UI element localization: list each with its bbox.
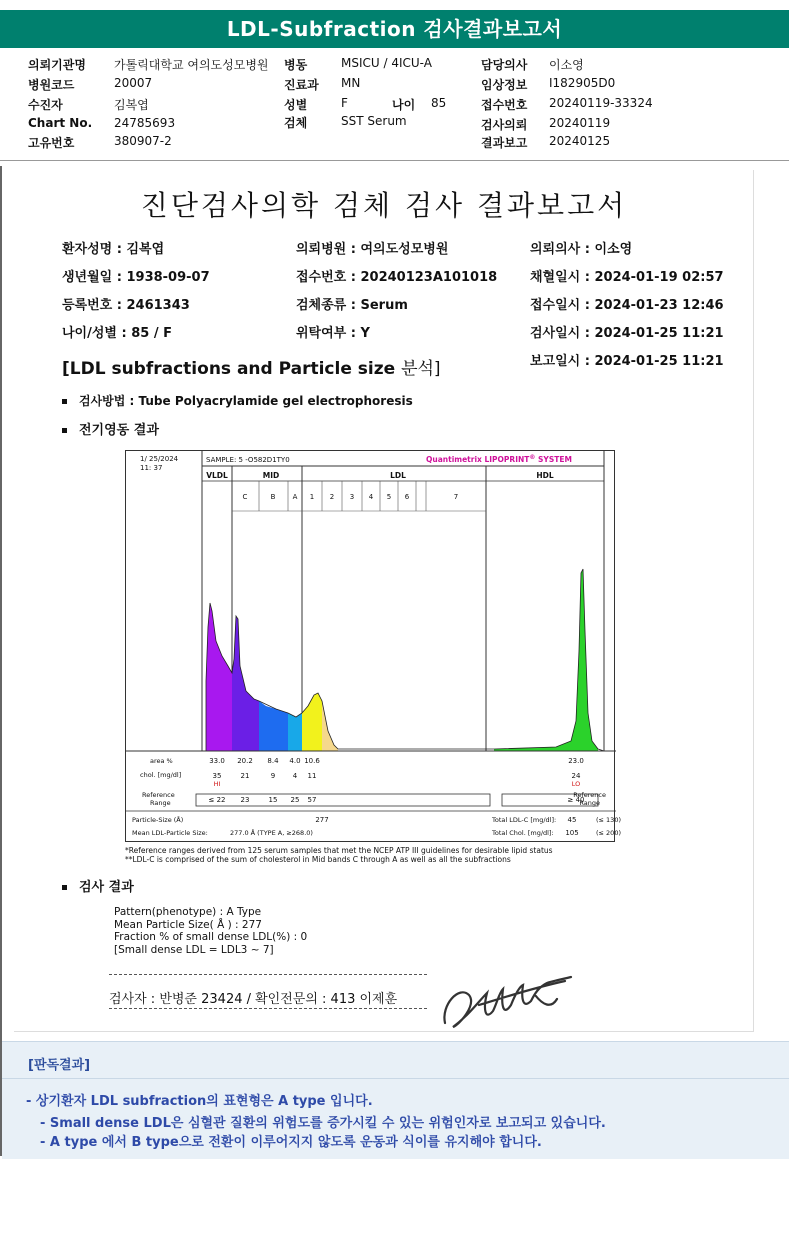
electro-title: 전기영동 결과 xyxy=(79,423,159,438)
section-title-kr: 분석] xyxy=(401,359,441,379)
result-text xyxy=(114,906,307,956)
clinical-value: I182905D0 xyxy=(549,76,616,90)
collect-time: 채혈일시 : 2024-01-19 02:57 xyxy=(530,270,724,285)
judgement-title: [판독결과] xyxy=(28,1058,91,1073)
age-sex: 나이/성별 : 85 / F xyxy=(62,326,173,341)
chart-no-label: Chart No. xyxy=(28,116,93,130)
total-chol-ref: (≤ 200) xyxy=(596,829,621,837)
area-value-hdl: 23.0 xyxy=(568,757,584,765)
report-time: 보고일시 : 2024-01-25 11:21 xyxy=(530,354,724,369)
doctor-label: 담당의사 xyxy=(481,58,528,72)
judgement-line-1: - 상기환자 LDL subfraction의 표현형은 A type 입니다. xyxy=(26,1094,373,1109)
curve-ldl1 xyxy=(302,693,322,751)
test-time: 검사일시 : 2024-01-25 11:21 xyxy=(530,326,724,341)
dept-label: 진료과 xyxy=(284,78,319,92)
doctor-value: 이소영 xyxy=(549,58,584,72)
footnote-2: **LDL-C is comprised of the sum of cholesterol in Mid bands C through A as well as all the subfractions xyxy=(125,855,511,864)
dashed-divider xyxy=(109,1008,427,1009)
band-label-3: 3 xyxy=(349,493,355,501)
document-title: 진단검사의학 검체 검사 결과보고서 xyxy=(140,189,628,222)
ref-value-ldl1: 57 xyxy=(307,796,317,804)
examinee-value: 김복엽 xyxy=(114,98,149,112)
examinee-label: 수진자 xyxy=(28,98,63,112)
section-title-en: [LDL subfractions and Particle size xyxy=(62,359,396,379)
result-title: 검사 결과 xyxy=(79,880,134,895)
unique-no-value: 380907-2 xyxy=(114,134,172,148)
sex-value: F xyxy=(341,96,348,110)
flag-hdl: LO xyxy=(571,780,581,788)
band-label-B: B xyxy=(270,493,276,501)
judgement-line-2: - Small dense LDL은 심혈관 질환의 위험도를 증가시킬 수 있는 위험인자로 보고되고 있습니다. xyxy=(40,1116,606,1131)
age-label: 나이 xyxy=(392,98,416,112)
birth-date: 생년월일 : 1938-09-07 xyxy=(62,270,210,285)
report-title: LDL-Subfraction 검사결과보고서 xyxy=(0,10,789,48)
group-label-vldl: VLDL xyxy=(206,471,228,480)
ref-value-mid-c: 23 xyxy=(240,796,250,804)
row-label-area: area % xyxy=(150,757,173,765)
chol-value-vldl: 35 xyxy=(212,772,222,780)
judgement-panel xyxy=(2,1041,789,1159)
electro-title-line xyxy=(62,419,159,438)
flag-vldl: HI xyxy=(213,780,221,788)
chart-sample-id: SAMPLE: 5 -O582D1TY0 xyxy=(206,456,290,464)
band-label-2: 2 xyxy=(329,493,335,501)
label-total-chol: Total Chol. [mg/dl]: xyxy=(492,829,554,837)
request-value: 20240119 xyxy=(549,116,611,130)
ref-value-mid-b: 15 xyxy=(268,796,278,804)
band-label-5: 5 xyxy=(386,493,392,501)
result-line-pattern: Pattern(phenotype) : A Type xyxy=(114,906,262,918)
chart-svg xyxy=(126,451,621,843)
report-date-value: 20240125 xyxy=(549,134,611,148)
chol-value-mid-b: 9 xyxy=(270,772,276,780)
patient-name: 환자성명 : 김복엽 xyxy=(62,242,165,257)
particle-size-value: 277 xyxy=(315,816,329,824)
band-label-7: 7 xyxy=(453,493,459,501)
chart-date: 1/ 25/2024 xyxy=(140,455,179,463)
curve-mid-a xyxy=(288,713,302,751)
receipt-value: 20240119-33324 xyxy=(549,96,653,110)
curve-hdl xyxy=(494,569,598,751)
footnote xyxy=(125,846,553,864)
curve-mid-c xyxy=(232,616,259,751)
chart-no-value: 24785693 xyxy=(114,116,176,130)
result-title-line xyxy=(62,876,134,895)
bullet-icon xyxy=(62,399,67,404)
request-doctor: 의뢰의사 : 이소영 xyxy=(530,242,633,257)
header-divider xyxy=(0,160,789,161)
label-total-ldl: Total LDL-C [mg/dl]: xyxy=(492,816,557,824)
hospital-code-label: 병원코드 xyxy=(28,78,75,92)
band-label-C: C xyxy=(242,493,248,501)
mean-size-value: 277.0 Å (TYPE A, ≥268.0) xyxy=(230,829,313,837)
consign-flag: 위탁여부 : Y xyxy=(296,326,370,341)
result-line-fraction: Fraction % of small dense LDL(%) : 0 xyxy=(114,931,308,943)
ward-value: MSICU / 4ICU-A xyxy=(341,56,432,70)
sex-label: 성별 xyxy=(284,98,308,112)
dashed-divider xyxy=(109,974,427,975)
row-label-ref-1: Reference xyxy=(142,791,175,799)
receipt-label: 접수번호 xyxy=(481,98,528,112)
row-label-ref-2: Range xyxy=(150,799,171,807)
signature-image xyxy=(439,965,579,1035)
band-label-1: 1 xyxy=(309,493,315,501)
total-ldl-value: 45 xyxy=(567,816,577,824)
method-text: 검사방법 : Tube Polyacrylamide gel electrophoresis xyxy=(79,394,413,408)
area-value-mid-b: 8.4 xyxy=(267,757,279,765)
row-label-chol: chol. [mg/dl] xyxy=(140,771,182,779)
chol-value-ldl1: 11 xyxy=(307,772,317,780)
specimen-value: SST Serum xyxy=(341,114,407,128)
institution-value: 가톨릭대학교 여의도성모병원 xyxy=(114,58,269,72)
chol-value-mid-a: 4 xyxy=(292,772,298,780)
group-label-mid: MID xyxy=(262,471,280,480)
total-chol-value: 105 xyxy=(565,829,579,837)
footnote-1: *Reference ranges derived from 125 serum samples that met the NCEP ATP III guidelines for desirable lipid status xyxy=(125,846,553,855)
bullet-icon xyxy=(62,885,67,890)
dept-value: MN xyxy=(341,76,361,90)
request-hospital: 의뢰병원 : 여의도성모병원 xyxy=(296,242,449,257)
report-frame xyxy=(0,166,789,1156)
row-label-mean: Mean LDL-Particle Size: xyxy=(132,829,208,837)
judgement-divider xyxy=(2,1078,789,1079)
method-line xyxy=(62,392,413,409)
area-value-mid-a: 4.0 xyxy=(289,757,301,765)
group-label-hdl: HDL xyxy=(536,471,554,480)
request-label: 검사의뢰 xyxy=(481,118,528,132)
row-label-ref-right-2: Range xyxy=(579,799,600,807)
ref-value-mid-a: 25 xyxy=(290,796,300,804)
unique-no-label: 고유번호 xyxy=(28,136,75,150)
chart-brand: Quantimetrix LIPOPRINT® SYSTEM xyxy=(426,454,572,464)
chol-value-hdl: 24 xyxy=(571,772,581,780)
curve-mid-b xyxy=(259,701,288,751)
area-value-mid-c: 20.2 xyxy=(237,757,253,765)
chart-time: 11: 37 xyxy=(140,464,163,472)
specimen-type: 검체종류 : Serum xyxy=(296,298,408,313)
section-title xyxy=(62,354,441,379)
curve-ldl2 xyxy=(322,701,338,751)
electrophoresis-chart xyxy=(125,450,621,842)
ref-value-hdl: ≥ 40 xyxy=(567,796,585,804)
ref-value-vldl: ≤ 22 xyxy=(208,796,226,804)
chol-value-mid-c: 21 xyxy=(240,772,250,780)
curve-vldl xyxy=(206,603,232,751)
band-label-6: 6 xyxy=(404,493,410,501)
age-value: 85 xyxy=(431,96,447,110)
group-label-ldl: LDL xyxy=(390,471,406,480)
result-line-size: Mean Particle Size( Å ) : 277 xyxy=(114,918,262,931)
band-label-A: A xyxy=(292,493,298,501)
band-label-4: 4 xyxy=(368,493,374,501)
row-label-ref-right-1: Reference xyxy=(573,791,606,799)
examiner-line: 검사자 : 반병준 23424 / 확인전문의 : 413 이제훈 xyxy=(109,992,398,1007)
area-value-ldl1: 10.6 xyxy=(304,757,320,765)
hospital-code-value: 20007 xyxy=(114,76,153,90)
accession-no: 접수번호 : 20240123A101018 xyxy=(296,270,498,285)
area-value-vldl: 33.0 xyxy=(209,757,225,765)
report-document xyxy=(14,170,754,1032)
total-ldl-ref: (≤ 130) xyxy=(596,816,621,824)
receipt-time: 접수일시 : 2024-01-23 12:46 xyxy=(530,298,724,313)
institution-label: 의뢰기관명 xyxy=(28,58,86,72)
bullet-icon xyxy=(62,428,67,433)
header-info xyxy=(0,54,789,154)
ward-label: 병동 xyxy=(284,58,308,72)
result-line-definition: [Small dense LDL = LDL3 ~ 7] xyxy=(114,943,274,956)
report-date-label: 결과보고 xyxy=(481,136,528,150)
clinical-label: 임상정보 xyxy=(481,78,528,92)
registration-no: 등록번호 : 2461343 xyxy=(62,298,190,313)
specimen-label: 검체 xyxy=(284,116,308,130)
row-label-particle: Particle-Size (Å) xyxy=(132,816,184,824)
judgement-line-3: - A type 에서 B type으로 전환이 이루어지지 않도록 운동과 식이를 유지해야 합니다. xyxy=(40,1135,542,1150)
